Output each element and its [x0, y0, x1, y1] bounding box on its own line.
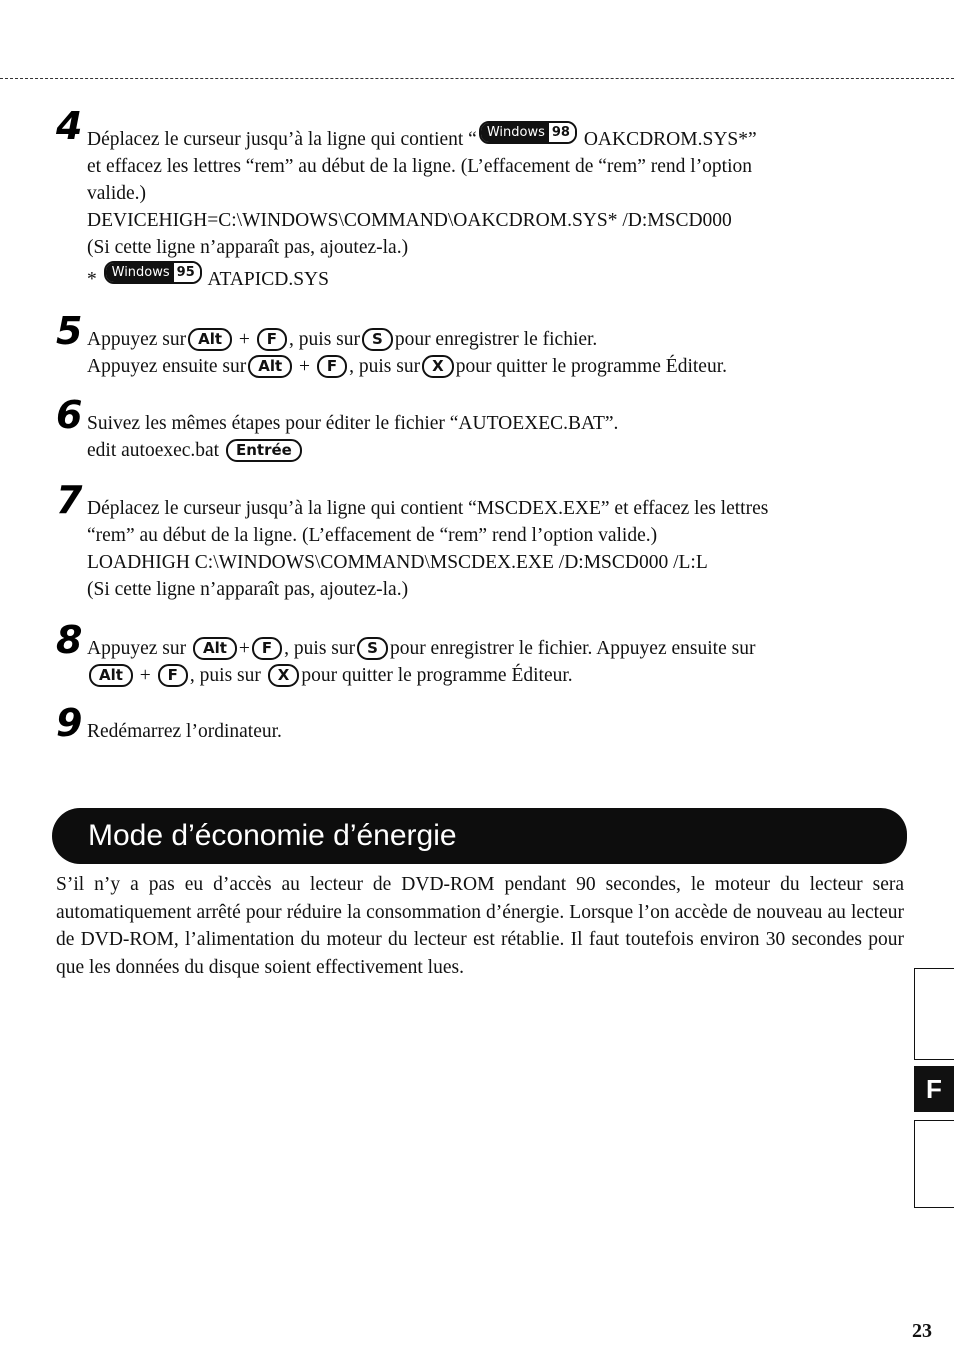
step-number: 8: [56, 618, 83, 662]
enter-key: Entrée: [226, 439, 302, 462]
step-9: [52, 701, 922, 745]
step-number: 6: [56, 393, 83, 437]
step-text: pour enregistrer le fichier.: [394, 329, 598, 350]
command-line: ATAPICD.SYS: [203, 269, 329, 290]
language-tab: F: [914, 1066, 954, 1112]
f-key: F: [257, 328, 287, 351]
alt-key: Alt: [188, 328, 232, 351]
step-5: 5 Appuyez sur Alt + F , puis sur S pour enregistrer le fichier. Appuyez ensuite sur Alt + F , puis sur X pour quitter le programme Éditeur.: [56, 309, 727, 377]
command-line: edit autoexec.bat: [87, 440, 224, 461]
step-number: 9: [56, 701, 83, 745]
step-text: Déplacez le curseur jusqu’à la ligne qui contient “MSCDEX.EXE” et effacez les lettres: [87, 498, 769, 519]
section-title: Mode d’économie d’énergie: [88, 819, 457, 852]
windows95-badge: Windows 95: [104, 261, 202, 284]
step-text: et effacez les lettres “rem” au début de la ligne. (L’effacement de “rem” rend l’option: [87, 156, 753, 177]
page-number: 23: [912, 1320, 932, 1342]
step-text: Déplacez le curseur jusqu’à la ligne qui contient “: [87, 129, 477, 150]
step-text: Redémarrez l’ordinateur.: [87, 721, 282, 742]
step-text: pour enregistrer le fichier. Appuyez ensuite sur: [389, 638, 756, 659]
step-text: Appuyez sur: [87, 329, 187, 350]
section-paragraph: S’il n’y a pas eu d’accès au lecteur de DVD-ROM pendant 90 secondes, le moteur du lecteur sera automatiquement arrêté pour réduire la consommation d’énergie. Lorsque l’on accède de nouveau au lecteur de DVD-ROM, l’alimentation du moteur du lecteur est rétablie. Il faut toutefois environ 30 secondes pour que les données du disque soient effectivement lues.: [56, 874, 904, 978]
f-key: F: [158, 664, 188, 687]
step-8: 8 Appuyez sur Alt + F , puis sur S pour enregistrer le fichier. Appuyez ensuite sur Alt + F , puis sur X pour quitter le programme Éditeur.: [56, 618, 756, 686]
s-key: S: [357, 637, 388, 660]
windows98-badge: Windows 98: [479, 121, 577, 144]
asterisk: *: [87, 269, 102, 290]
step-text: Appuyez sur: [87, 638, 191, 659]
step-text: valide.): [87, 183, 147, 204]
alt-key: Alt: [248, 355, 292, 378]
step-text: Suivez les mêmes étapes pour éditer le fichier “AUTOEXEC.BAT”.: [87, 413, 619, 434]
x-key: X: [268, 664, 300, 687]
alt-key: Alt: [193, 637, 237, 660]
step-text: pour quitter le programme Éditeur.: [301, 665, 573, 686]
step-text: OAKCDROM.SYS*”: [578, 129, 757, 150]
x-key: X: [422, 355, 454, 378]
step-number: 4: [56, 104, 83, 148]
step-text: (Si cette ligne n’apparaît pas, ajoutez-la.): [87, 237, 409, 258]
step-text: pour quitter le programme Éditeur.: [455, 356, 727, 377]
f-key: F: [252, 637, 282, 660]
step-4: [52, 104, 922, 293]
side-tab-frame: [914, 1120, 954, 1208]
step-text: Appuyez ensuite sur: [87, 356, 247, 377]
top-rule: [0, 78, 954, 79]
s-key: S: [362, 328, 393, 351]
step-number: 7: [56, 478, 83, 522]
step-text: “rem” au début de la ligne. (L’effacement de “rem” rend l’option valide.): [87, 525, 658, 546]
step-6: [52, 393, 922, 464]
alt-key: Alt: [89, 664, 133, 687]
step-7: [52, 478, 922, 603]
command-line: DEVICEHIGH=C:\WINDOWS\COMMAND\OAKCDROM.SYS* /D:MSCD000: [87, 210, 732, 231]
command-line: LOADHIGH C:\WINDOWS\COMMAND\MSCDEX.EXE /D:MSCD000 /L:L: [87, 552, 708, 573]
step-text: (Si cette ligne n’apparaît pas, ajoutez-la.): [87, 579, 409, 600]
step-number: 5: [56, 309, 83, 353]
side-tab-frame: [914, 968, 954, 1060]
f-key: F: [317, 355, 347, 378]
section-banner: [52, 808, 907, 864]
